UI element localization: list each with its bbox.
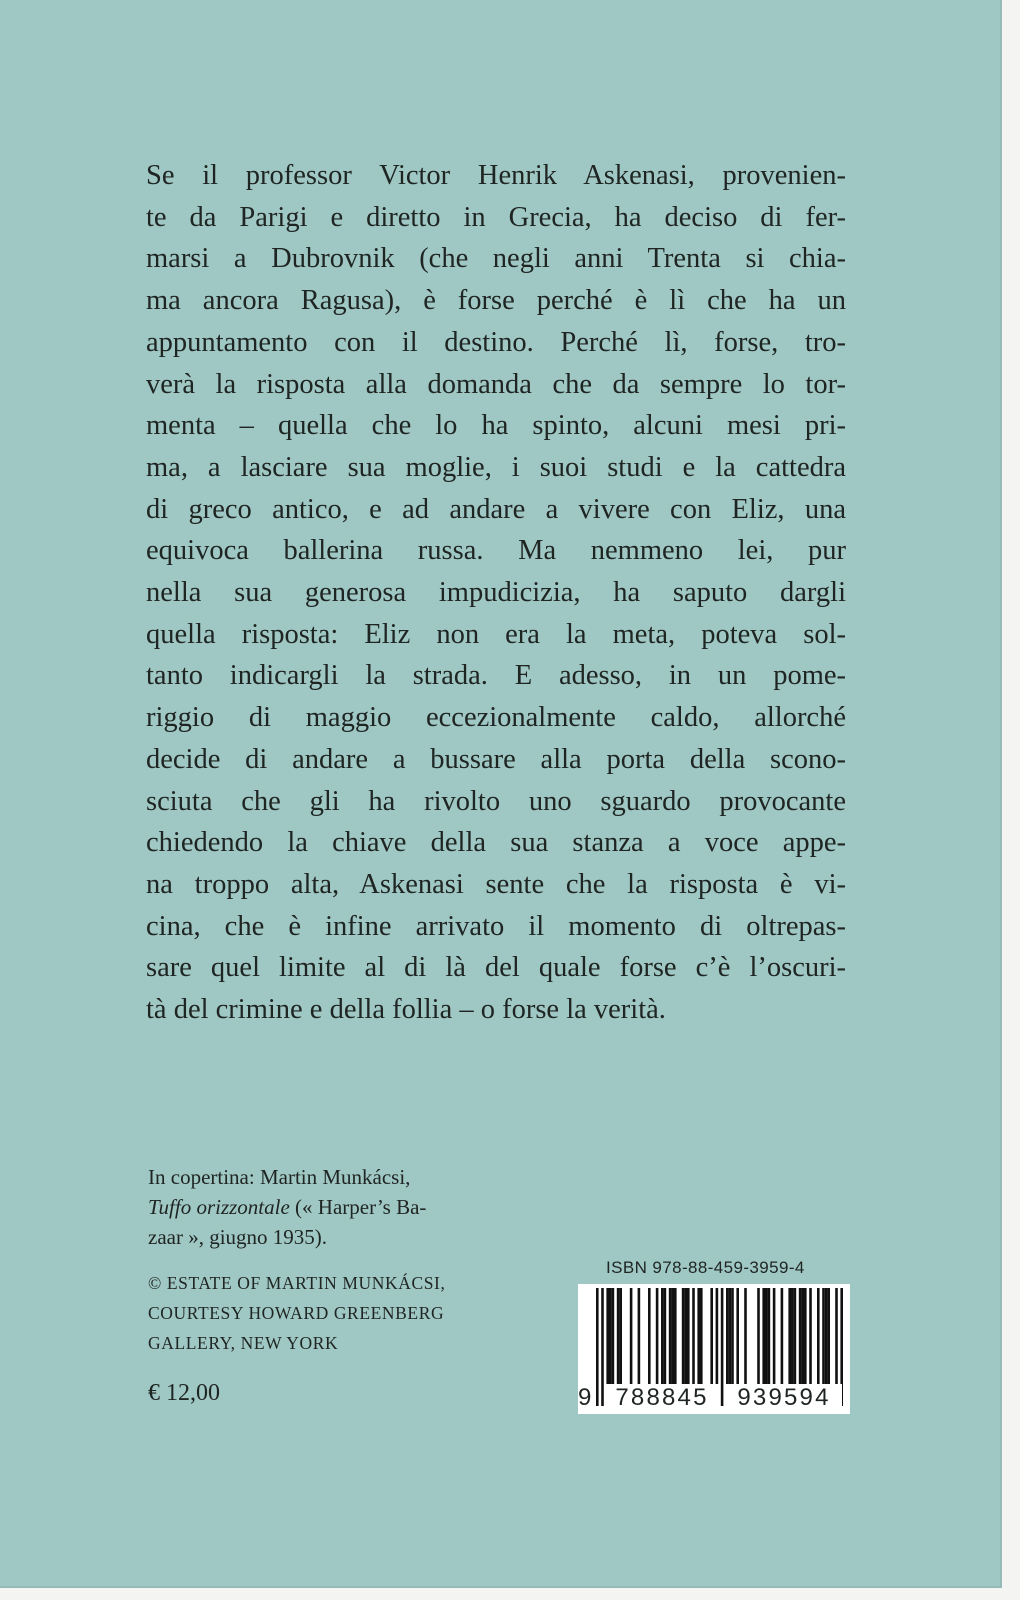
barcode-bar	[731, 1288, 734, 1384]
barcode-bar	[788, 1288, 791, 1384]
barcode-bar	[697, 1288, 700, 1384]
synopsis-text	[146, 155, 846, 1031]
barcode-digits	[578, 1380, 850, 1414]
synopsis-line: chiedendo la chiave della sua stanza a voce appe-	[146, 827, 846, 859]
barcode-bar	[773, 1288, 776, 1384]
barcode-digit-first: 9	[578, 1384, 592, 1411]
barcode-bar	[661, 1288, 664, 1384]
barcode-bar	[762, 1288, 765, 1384]
synopsis-line: sciuta che gli ha rivolto uno sguardo provocante	[146, 785, 846, 817]
copyright-line: © ESTATE OF MARTIN MUNKÁCSI,	[148, 1273, 446, 1293]
barcode-bar	[791, 1288, 794, 1384]
barcode-bar	[781, 1288, 784, 1384]
synopsis-line: na troppo alta, Askenasi sente che la risposta è vi-	[146, 868, 846, 900]
barcode-bar	[684, 1288, 687, 1384]
barcode-bar	[710, 1288, 713, 1384]
barcode-bar	[744, 1288, 747, 1384]
synopsis-line: menta – quella che lo ha spinto, alcuni mesi pri-	[146, 410, 846, 442]
cover-credit-line: In copertina: Martin Munkácsi,	[148, 1165, 411, 1189]
copyright-line: COURTESY HOWARD GREENBERG	[148, 1303, 445, 1323]
synopsis-line: tanto indicargli la strada. E adesso, in un pome-	[146, 660, 846, 692]
scan-margin-bottom	[0, 1588, 1020, 1600]
barcode-bar	[612, 1288, 615, 1384]
cover-credit-line	[148, 1192, 528, 1222]
barcode-digits-right: 939594	[726, 1384, 842, 1412]
barcode-bar	[656, 1288, 659, 1384]
barcode-digits-left: 788845	[604, 1384, 720, 1412]
barcode-bar	[825, 1288, 828, 1384]
barcode-bar	[729, 1288, 732, 1384]
isbn-label: ISBN 978-88-459-3959-4	[606, 1258, 805, 1277]
barcode-bar	[804, 1288, 807, 1384]
copyright-line: GALLERY, NEW YORK	[148, 1333, 339, 1353]
barcode-bar	[669, 1288, 672, 1384]
synopsis-line: di greco antico, e ad andare a vivere con Eliz, una	[146, 493, 846, 525]
copyright-notice	[148, 1268, 528, 1358]
synopsis-line: nella sua generosa impudicizia, ha saputo dargli	[146, 577, 846, 609]
barcode-bar	[827, 1288, 830, 1384]
synopsis-line: appuntamento con il destino. Perché lì, forse, tro-	[146, 326, 846, 358]
synopsis-line: riggio di maggio eccezionalmente caldo, allorché	[146, 702, 846, 734]
cover-credit-line: zaar », giugno 1935).	[148, 1225, 328, 1249]
barcode-bar	[609, 1288, 612, 1384]
synopsis-line: te da Parigi e diretto in Grecia, ha deciso di fer-	[146, 201, 846, 233]
barcode-bar	[817, 1288, 820, 1384]
barcode-bar	[801, 1288, 804, 1384]
barcode-bar	[757, 1288, 760, 1384]
synopsis-line: tà del crimine e della follia – o forse la verità.	[146, 994, 666, 1026]
price-label: € 12,00	[148, 1380, 220, 1406]
barcode-bar	[700, 1288, 703, 1384]
barcode-bar	[619, 1288, 622, 1384]
synopsis-line: sare quel limite al di là del quale forse c’è l’oscuri-	[146, 952, 846, 984]
synopsis-line: ma ancora Ragusa), è forse perché è lì che ha un	[146, 285, 846, 317]
barcode-bar	[664, 1288, 667, 1384]
cover-credit	[148, 1162, 528, 1252]
synopsis-line: verà la risposta alla domanda che da sempre lo tor-	[146, 368, 846, 400]
barcode-bar	[617, 1288, 620, 1384]
barcode-bar	[648, 1288, 651, 1384]
barcode-bar	[638, 1288, 641, 1384]
barcode-bar	[692, 1288, 695, 1384]
barcode-bar	[794, 1288, 797, 1384]
synopsis-line: Se il professor Victor Henrik Askenasi, provenien-	[146, 160, 846, 191]
barcode-bar	[606, 1288, 609, 1384]
barcode-bar	[809, 1288, 812, 1384]
barcode-bar	[687, 1288, 690, 1384]
barcode-bar	[799, 1288, 802, 1384]
scan-margin-right	[1002, 0, 1020, 1600]
synopsis-line: decide di andare a bussare alla porta della scono-	[146, 743, 846, 775]
synopsis-line: ma, a lasciare sua moglie, i suoi studi e la cattedra	[146, 451, 846, 483]
barcode-bar	[822, 1288, 825, 1384]
synopsis-line: equivoca ballerina russa. Ma nemmeno lei, pur	[146, 535, 846, 567]
barcode-bar	[671, 1288, 674, 1384]
barcode-bar	[736, 1288, 739, 1384]
barcode-bar	[682, 1288, 685, 1384]
barcode-bar	[630, 1288, 633, 1384]
barcode-bar	[674, 1288, 677, 1384]
barcode-bar	[765, 1288, 768, 1384]
barcode-bar	[726, 1288, 729, 1384]
cover-artwork-title: Tuffo orizzontale	[148, 1195, 290, 1219]
synopsis-line: quella risposta: Eliz non era la meta, poteva sol-	[146, 618, 846, 650]
synopsis-line: marsi a Dubrovnik (che negli anni Trenta si chia-	[146, 243, 846, 275]
barcode-bar	[768, 1288, 771, 1384]
cover-credit-source: (« Harper’s Ba-	[289, 1195, 427, 1219]
synopsis-line: cina, che è infine arrivato il momento di oltrepas-	[146, 910, 846, 942]
